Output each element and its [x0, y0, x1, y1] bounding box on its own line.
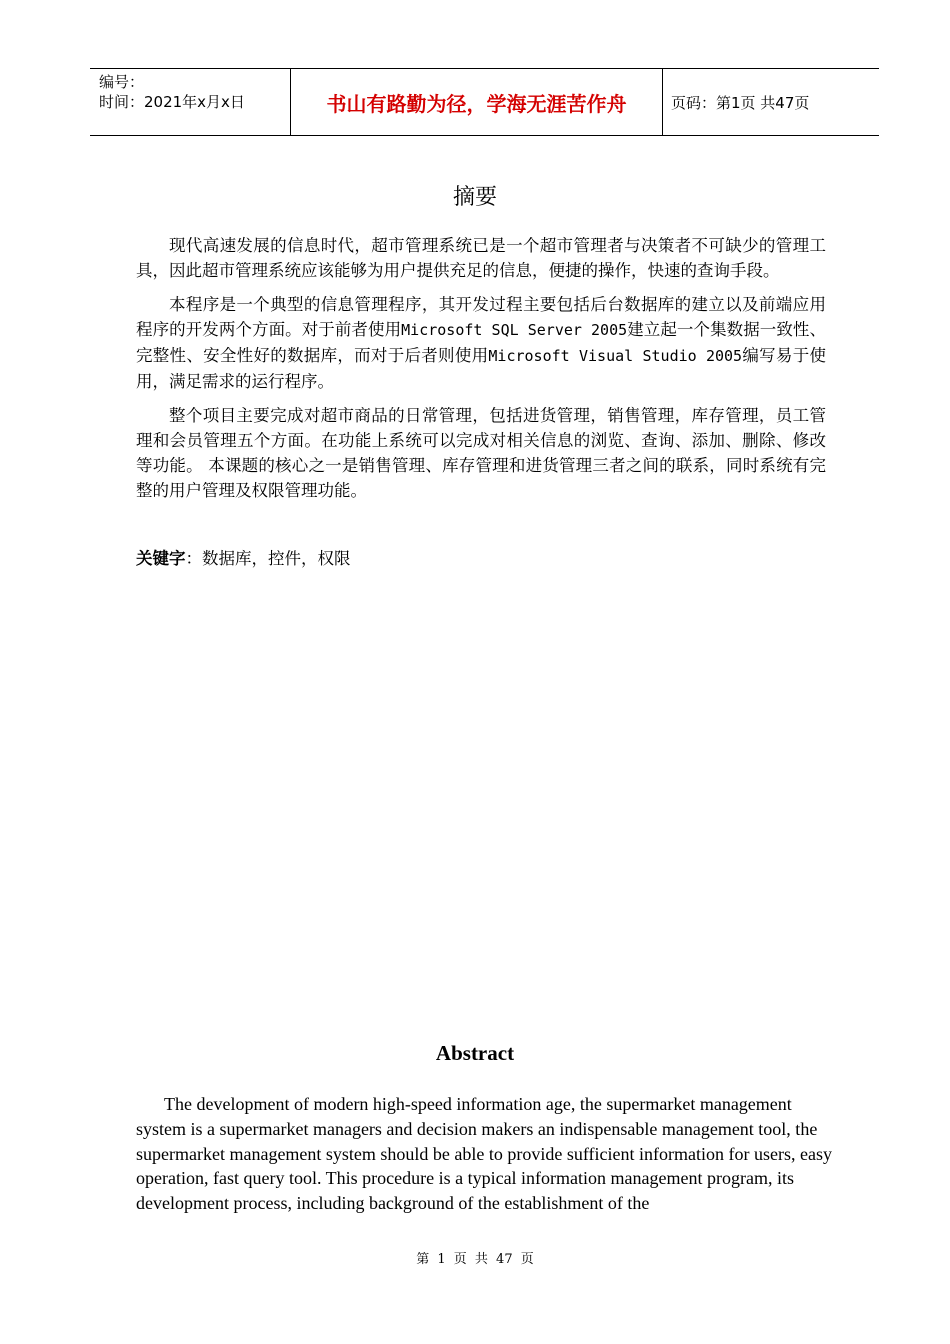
paragraph-2-text-a: 本程序是一个典型的信息管理程序，其开发过程主要包括后台数据库的建立以及前端应用程序的开发两个方面。对于前者使用: [136, 295, 826, 339]
paragraph-2-text-e: 编写易于使用，满足需求的运行程序。: [136, 346, 826, 391]
keywords-line: [136, 545, 351, 569]
abstract-en-body: [136, 1092, 836, 1216]
abstract-cn-body: [136, 233, 826, 512]
header-page-info: 页码：第1页 共47页: [671, 93, 810, 112]
abstract-cn-title: 摘要: [452, 185, 497, 210]
abstract-en-title: Abstract: [435, 1041, 515, 1065]
header-motto: 书山有路勤为径，学海无涯苦作舟: [290, 69, 663, 135]
abstract-cn-paragraph-1: 现代高速发展的信息时代，超市管理系统已是一个超市管理者与决策者不可缺少的管理工具，因此超市管理系统应该能够为用户提供充足的信息，便捷的操作，快速的查询手段。: [136, 236, 826, 280]
keywords-value: ：数据库，控件，权限: [185, 549, 351, 568]
sql-server-name: Microsoft SQL Server 2005: [401, 321, 628, 339]
abstract-cn-paragraph-2: [136, 292, 826, 394]
document-time-label: 时间：2021年x月x日: [99, 93, 245, 111]
header-meta: [90, 69, 290, 135]
page-footer: 第 1 页 共 47 页: [416, 1252, 534, 1267]
paragraph-2-text-c: 建立起一个集数据一致性、完整性、安全性好的数据库，而对于后者则使用: [136, 320, 826, 365]
abstract-cn-paragraph-3: 整个项目主要完成对超市商品的日常管理，包括进货管理，销售管理，库存管理，员工管理和会员管理五个方面。在功能上系统可以完成对相关信息的浏览、查询、添加、删除、修改等功能。 本课题的核心之一是销售管理、库存管理和进货管理三者之间的联系，同时系统有完整的用户管理及权限管理功能。: [136, 406, 826, 500]
header-table: [90, 68, 879, 136]
keywords-label: 关键字: [136, 549, 186, 568]
visual-studio-name: Microsoft Visual Studio 2005: [488, 347, 743, 365]
document-number-label: 编号：: [99, 73, 145, 91]
abstract-en-paragraph-1: The development of modern high-speed information age, the supermarket management system is a supermarket managers and decision makers an indispensable management tool, the supermarket management system should be able to provide sufficient information for users, easy operation, fast query tool. This procedure is a typical information management program, its development process, including background of the establishment of the: [136, 1094, 832, 1214]
